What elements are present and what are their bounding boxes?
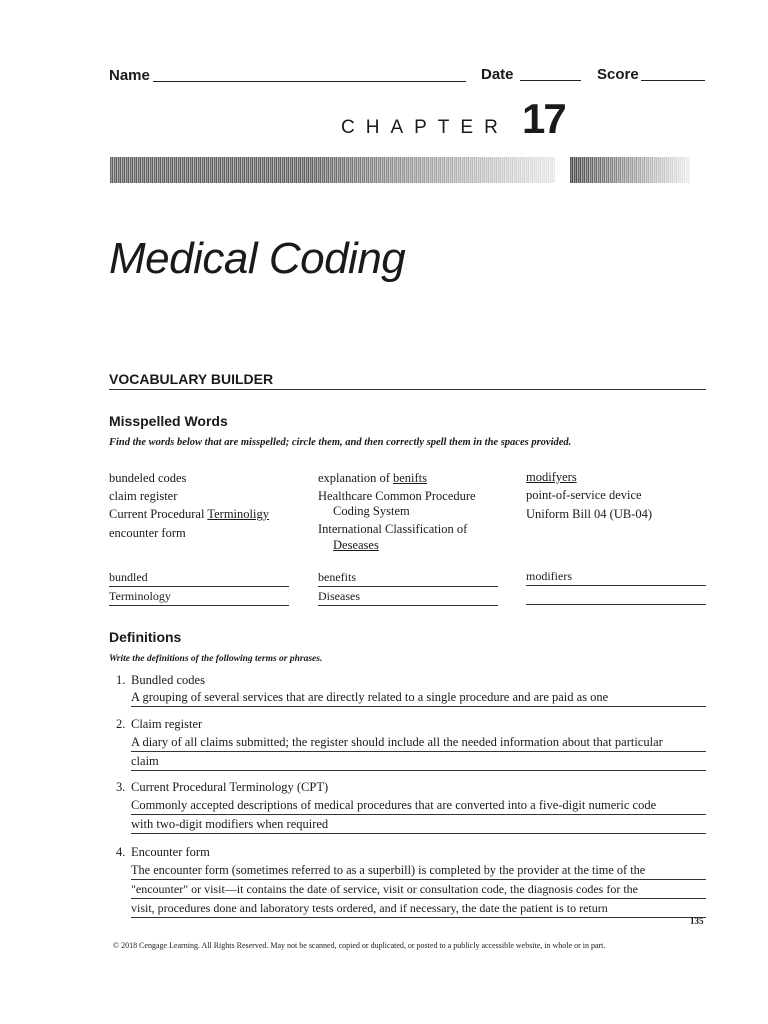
chapter-word: CHAPTER [341,117,509,138]
definitions-heading: Definitions [109,629,182,645]
word-international-classification: International Classification of [318,522,468,536]
definition-answer-line[interactable]: A grouping of several services that are directly related to a single procedure and are paid as one [131,689,706,707]
date-label: Date [481,66,514,83]
definition-term: Claim register [131,717,203,731]
misspelled-heading: Misspelled Words [109,413,228,429]
copyright-notice: © 2018 Cengage Learning. All Rights Reserved. May not be scanned, copied or duplicated, or posted to a publicly accessible website, in whole or in part. [113,941,606,950]
definitions-instruction: Write the definitions of the following terms or phrases. [109,654,323,664]
definition-term: Encounter form [131,845,210,859]
word-current-procedural: Current Procedural Terminoligy [109,507,269,521]
definition-answer-line[interactable]: claim [131,753,706,771]
word-point-of-service: point-of-service device [526,488,642,502]
word-modifyers: modifyers [526,470,577,484]
word-explanation-of-benifts: explanation of benifts [318,471,428,485]
answer-line-4[interactable]: Diseases [318,589,498,606]
definition-term: Bundled codes [131,673,205,687]
word-deseases: Deseases [333,538,379,552]
word-healthcare-common: Healthcare Common Procedure [318,489,476,503]
band-fade-right [570,157,690,183]
definition-answer-line[interactable]: visit, procedures done and laboratory tests ordered, and if necessary, the date the patient is to return [131,900,706,918]
word-claim-register: claim register [109,489,178,503]
definition-number: 1. [116,673,126,687]
chapter-number: 17 [522,95,565,142]
answer-line-5[interactable]: modifiers [526,569,706,586]
definition-answer-line[interactable]: Commonly accepted descriptions of medical procedures that are converted into a five-digit numeric code [131,797,706,815]
word-encounter-form: encounter form [109,526,186,540]
definition-answer-line[interactable]: "encounter" or visit—it contains the date of service, visit or consultation code, the diagnosis codes for the [131,881,706,899]
score-label: Score [597,66,639,83]
misspelled-instruction: Find the words below that are misspelled; circle them, and then correctly spell them in the spaces provided. [109,437,572,448]
answer-line-1[interactable]: bundled [109,570,289,587]
definition-answer-line[interactable]: The encounter form (sometimes referred to as a superbill) is completed by the provider at the time of the [131,862,706,880]
word-coding-system: Coding System [333,504,410,518]
band-fade-left [110,157,555,183]
name-field[interactable] [153,68,466,82]
definition-number: 4. [116,845,126,859]
answer-line-6[interactable] [526,588,706,605]
page-title: Medical Coding [109,234,406,283]
vocab-rule [109,389,706,390]
definition-answer-line[interactable]: with two-digit modifiers when required [131,816,706,834]
word-ub04: Uniform Bill 04 (UB-04) [526,507,653,521]
answer-line-3[interactable]: benefits [318,570,498,587]
date-field[interactable] [520,67,581,81]
answer-line-2[interactable]: Terminology [109,589,289,606]
name-label: Name [109,67,150,84]
word-bundeled-codes: bundeled codes [109,471,187,485]
definition-answer-line[interactable]: A diary of all claims submitted; the register should include all the needed information about that particular [131,734,706,752]
definition-number: 3. [116,780,126,794]
score-field[interactable] [641,67,705,81]
page-number: 135 [690,916,704,926]
definition-term: Current Procedural Terminology (CPT) [131,780,329,794]
definition-number: 2. [116,717,126,731]
vocab-heading: VOCABULARY BUILDER [109,371,274,387]
